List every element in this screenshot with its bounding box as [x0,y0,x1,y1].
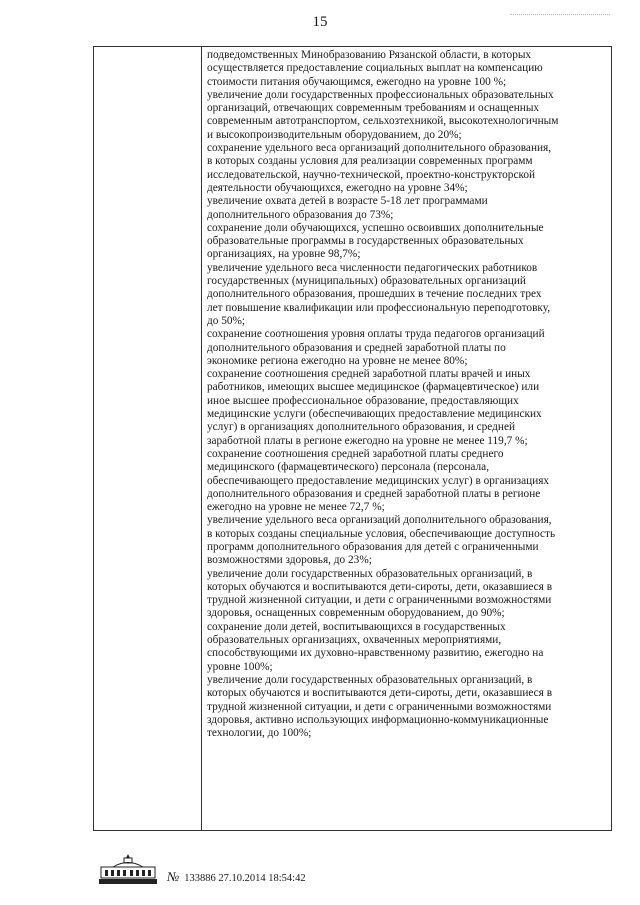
document-registration-info [167,869,306,885]
table-paragraph: сохранение доли обучающихся, успешно освоивших дополнительные образовательные программы в государственных образовательных организациях, на уровне 98,7%; [207,221,544,261]
table-right-column [202,47,611,830]
table-paragraph: сохранение соотношения средней заработной платы врачей и иных работников, имеющих высшее медицинское (фармацевтическое) или иное высшее профессиональное образование, предоставляющих медицинские услуги (обеспечивающих предоставление медицинских услуг) в организациях дополнительного образования, и средней заработной платы в регионе ежегодно на уровне не менее 119,7 %; [207,368,542,447]
table-paragraph: сохранение соотношения средней заработной платы среднего медицинского (фармацевтического) персонала (персонала, обеспечивающего предоставление медицинских услуг) в организациях дополнительного образования и средней заработной платы в регионе ежегодно на уровне не менее 72,7 %; [207,447,550,514]
table-paragraph: увеличение доли государственных образовательных организаций, в которых обучаются и воспитываются дети-сироты, дети, оказавшиеся в трудной жизненной ситуации, и дети с ограниченными возможностями здоровья, оснащенных современным оборудованием, до 90%; [207,567,553,620]
table-paragraph: увеличение охвата детей в возрасте 5-18 лет программами дополнительного образования до 73%; [207,195,488,221]
registration-number-date: 133886 27.10.2014 18:54:42 [184,873,306,884]
document-footer [97,852,397,892]
table-paragraph: сохранение удельного веса организаций дополнительного образования, в которых созданы условия для реализации современных программ исследовательской, научно-технической, проектно-конструкторской деятельности обучающихся, ежегодно на уровне 34%; [207,142,552,194]
document-table [93,46,612,831]
number-sign: № [167,869,180,884]
table-paragraph: увеличение доли государственных профессиональных образовательных организаций, отвечающих современным требованиям и оснащенных современным автотранспортом, сельхозтехникой, высокотехнологичным и высокопроизводительным оборудованием, до 20%; [207,88,559,141]
table-left-column [94,47,202,830]
table-paragraph: сохранение соотношения уровня оплаты труда педагогов организаций дополнительного образования и средней заработной платы по экономике региона ежегодно на уровне не менее 80%; [207,328,545,367]
table-paragraph: увеличение доли государственных образовательных организаций, в которых обучаются и воспитываются дети-сироты, дети, оказавшиеся в трудной жизненной ситуации, и дети с ограниченными возможностями здоровья, активно использующих информационно-коммуникационные технологии, до 100%; [207,673,553,740]
scan-artifact [510,14,610,18]
table-paragraph: увеличение удельного веса численности педагогических работников государственных (муниципальных) образовательных организаций дополнительного образования, прошедших в течение последних трех лет повышение квалификации или профессиональную переподготовку, до 50%; [207,261,551,327]
table-paragraph: подведомственных Минобразованию Рязанской области, в которых осуществляется предоставление социальных выплат на компенсацию стоимости питания обучающимся, ежегодно на уровне 100 %; [207,49,543,88]
government-building-logo [97,852,159,886]
table-paragraph: сохранение доли детей, воспитывающихся в государственных образовательных организациях, охваченных мероприятиями, способствующими их духовно-нравственному развитию, ежегодно на уровне 100%; [207,620,544,673]
page-number: 15 [312,14,328,30]
table-paragraph: увеличение удельного веса организаций дополнительного образования, в которых созданы специальные условия, обеспечивающие доступность программ дополнительного образования для детей с ограниченными возможностями здоровья, до 23%; [207,514,556,567]
